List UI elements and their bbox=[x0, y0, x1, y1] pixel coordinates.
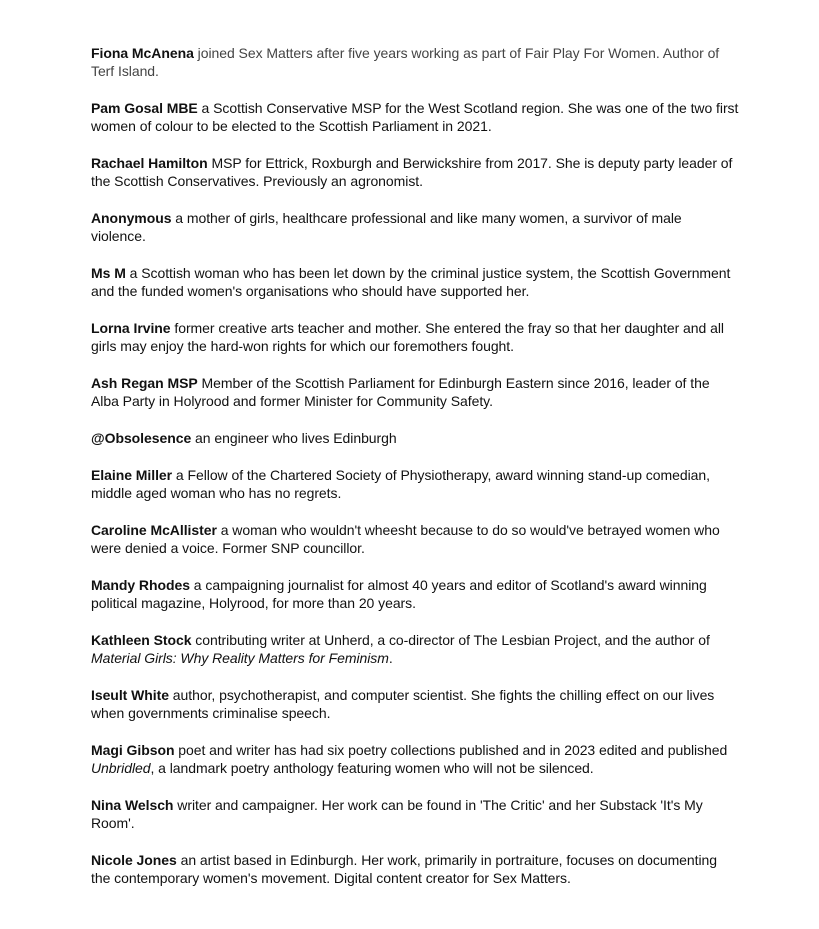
bio-description: an engineer who lives Edinburgh bbox=[191, 430, 397, 446]
bio-description: a woman who wouldn't wheesht because to do so would've betrayed women who were denied a voice. Former SNP councillor. bbox=[91, 522, 720, 556]
bio-entry-iseult-white bbox=[91, 686, 739, 722]
bio-entry-ms-m bbox=[91, 264, 739, 300]
bio-name: Lorna Irvine bbox=[91, 320, 171, 336]
bio-entry-lorna-irvine bbox=[91, 319, 739, 355]
bio-name: Ms M bbox=[91, 265, 126, 281]
bio-entry-nicole-jones bbox=[91, 851, 739, 887]
bio-name: @Obsolesence bbox=[91, 430, 192, 446]
bio-entry-kathleen-stock bbox=[91, 631, 739, 667]
bio-entry-ash-regan bbox=[91, 374, 739, 410]
bio-name: Fiona McAnena bbox=[91, 45, 194, 61]
bio-description: an artist based in Edinburgh. Her work, primarily in portraiture, focuses on documenting the contemporary women's movement. Digital content creator for Sex Matters. bbox=[91, 852, 718, 886]
bio-name: Pam Gosal MBE bbox=[91, 100, 198, 116]
bio-entry-obsolesence bbox=[91, 429, 739, 447]
bio-name: Iseult White bbox=[91, 687, 169, 703]
bio-entry-anonymous bbox=[91, 209, 739, 245]
bio-description: former creative arts teacher and mother. She entered the fray so that her daughter and all girls may enjoy the hard-won rights for which our foremothers fought. bbox=[91, 320, 724, 354]
bio-description-end: . bbox=[388, 650, 393, 666]
bio-entry-magi-gibson bbox=[91, 741, 739, 777]
bio-name: Mandy Rhodes bbox=[91, 577, 190, 593]
bio-entry-mandy-rhodes bbox=[91, 576, 739, 612]
bio-entry-caroline-mcallister bbox=[91, 521, 739, 557]
bio-name: Anonymous bbox=[91, 210, 172, 226]
bio-name: Nina Welsch bbox=[91, 797, 174, 813]
bio-name: Kathleen Stock bbox=[91, 632, 192, 648]
bio-description: author, psychotherapist, and computer scientist. She fights the chilling effect on our lives when governments criminalise speech. bbox=[91, 687, 715, 721]
bio-description: a Scottish Conservative MSP for the West Scotland region. She was one of the two first women of colour to be elected to the Scottish Parliament in 2021. bbox=[91, 100, 739, 134]
bio-name: Rachael Hamilton bbox=[91, 155, 208, 171]
bio-description: writer and campaigner. Her work can be found in 'The Critic' and her Substack 'It's My Room'. bbox=[91, 797, 703, 831]
bio-entry-nina-welsch bbox=[91, 796, 739, 832]
bio-description: poet and writer has had six poetry collections published and in 2023 edited and published bbox=[174, 742, 728, 758]
bio-entry-rachael-hamilton bbox=[91, 154, 739, 190]
bio-entry-pam-gosal bbox=[91, 99, 739, 135]
bio-description: a Fellow of the Chartered Society of Physiotherapy, award winning stand-up comedian, middle aged woman who has no regrets. bbox=[91, 467, 710, 501]
bio-description: a Scottish woman who has been let down by the criminal justice system, the Scottish Government and the funded women's organisations who should have supported her. bbox=[91, 265, 731, 299]
bio-entry-elaine-miller bbox=[91, 466, 739, 502]
bio-description: joined Sex Matters after five years working as part of Fair Play For Women. Author of Terf Island. bbox=[91, 45, 720, 79]
bio-description: Member of the Scottish Parliament for Edinburgh Eastern since 2016, leader of the Alba Party in Holyrood and former Minister for Community Safety. bbox=[91, 375, 710, 409]
bio-description: a mother of girls, healthcare professional and like many women, a survivor of male violence. bbox=[91, 210, 682, 244]
bio-description: contributing writer at Unherd, a co-director of The Lesbian Project, and the author of bbox=[191, 632, 710, 648]
bio-name: Elaine Miller bbox=[91, 467, 173, 483]
book-title: Material Girls: Why Reality Matters for Feminism bbox=[91, 650, 389, 666]
bio-name: Caroline McAllister bbox=[91, 522, 217, 538]
bio-name: Magi Gibson bbox=[91, 742, 175, 758]
bio-entry-fiona-mcanena bbox=[91, 44, 739, 80]
bio-description: MSP for Ettrick, Roxburgh and Berwickshire from 2017. She is deputy party leader of the Scottish Conservatives. Previously an agronomist. bbox=[91, 155, 733, 189]
bio-description-end: , a landmark poetry anthology featuring women who will not be silenced. bbox=[150, 760, 594, 776]
bio-name: Nicole Jones bbox=[91, 852, 177, 868]
bio-description: a campaigning journalist for almost 40 years and editor of Scotland's award winning political magazine, Holyrood, for more than 20 years. bbox=[91, 577, 707, 611]
bio-name: Ash Regan MSP bbox=[91, 375, 198, 391]
book-title: Unbridled bbox=[91, 760, 151, 776]
